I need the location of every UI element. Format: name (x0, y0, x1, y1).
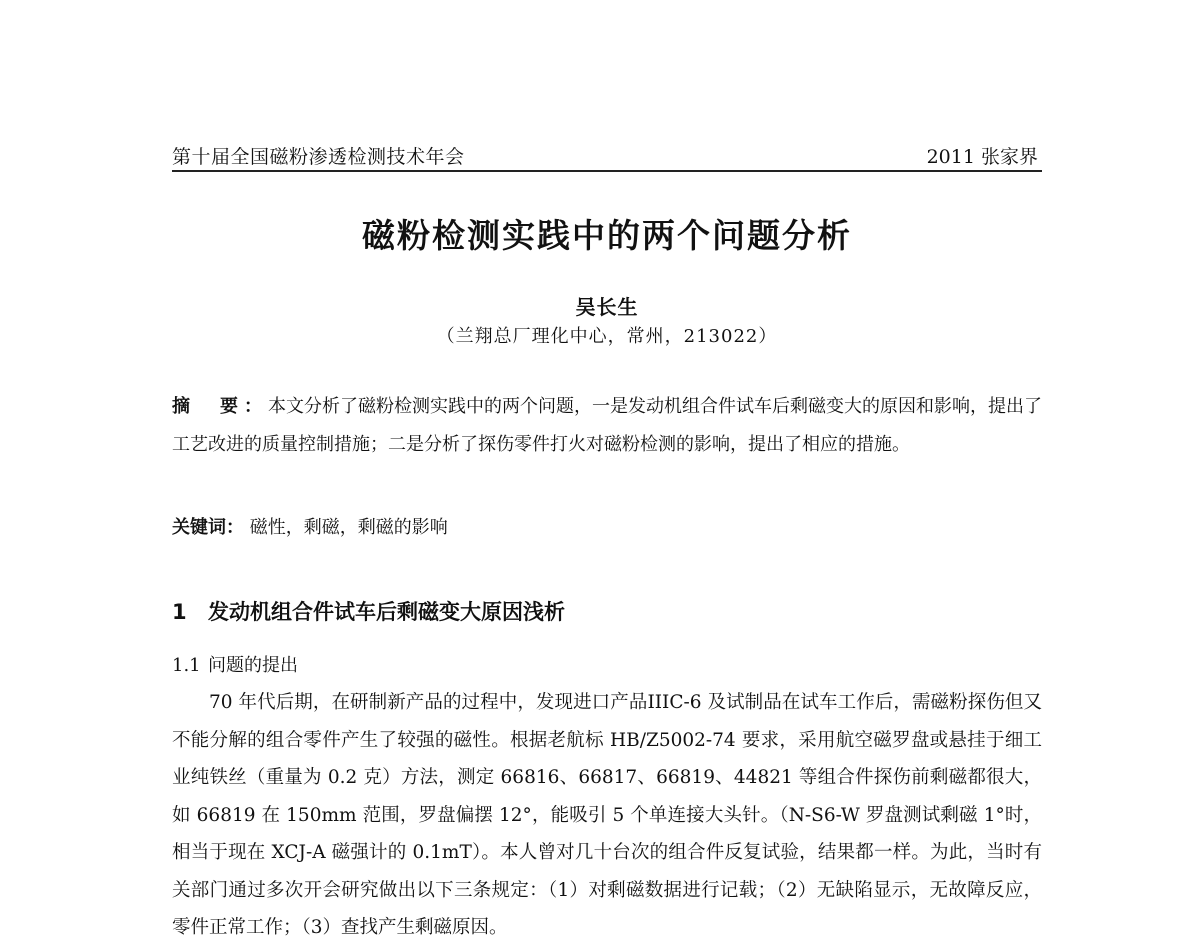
paper-page (172, 0, 1042, 952)
subsection-heading (172, 651, 298, 677)
section-number: 1 (172, 600, 187, 624)
body-paragraph: 70 年代后期，在研制新产品的过程中，发现进口产品IIIC-6 及试制品在试车工作后，需磁粉探伤但又不能分解的组合零件产生了较强的磁性。根据老航标 HB/Z5002-74 要求，采用航空磁罗盘或悬挂于细工业纯铁丝（重量为 0.2 克）方法，测定 66816、66817、66819、44821 等组合件探伤前剩磁都很大，如 66819 在 150mm 范围，罗盘偏摆 12°，能吸引 5 个单连接大头针。（N-S6-W 罗盘测试剩磁 1°时，相当于现在 XCJ-A 磁强计的 0.1mT）。本人曾对几十台次的组合件反复试验，结果都一样。为此，当时有关部门通过多次开会研究做出以下三条规定：（1）对剩磁数据进行记载；（2）无缺陷显示，无故障反应，零件正常工作；（3）查找产生剩磁原因。 (172, 692, 1042, 938)
author-name: 吴长生 (575, 295, 639, 319)
running-header (172, 140, 1042, 172)
abstract-label: 摘 要： (172, 396, 268, 417)
section-heading (172, 596, 565, 626)
conference-name: 第十届全国磁粉渗透检测技术年会 (172, 146, 465, 168)
abstract (172, 388, 1042, 464)
author-affiliation: （兰翔总厂理化中心，常州，213022） (436, 326, 778, 347)
keywords-text: 磁性，剩磁，剩磁的影响 (249, 517, 448, 538)
subsection-title: 问题的提出 (208, 655, 298, 676)
subsection-number: 1.1 (172, 655, 201, 676)
paper-title: 磁粉检测实践中的两个问题分析 (362, 216, 852, 255)
keywords-label: 关键词： (172, 517, 244, 538)
section-title: 发动机组合件试车后剩磁变大原因浅析 (208, 600, 565, 624)
keywords (172, 513, 1042, 539)
abstract-text: 本文分析了磁粉检测实践中的两个问题，一是发动机组合件试车后剩磁变大的原因和影响，提出了工艺改进的质量控制措施；二是分析了探伤零件打火对磁粉检测的影响，提出了相应的措施。 (172, 396, 1042, 455)
conference-year-location: 2011 张家界 (926, 146, 1038, 168)
